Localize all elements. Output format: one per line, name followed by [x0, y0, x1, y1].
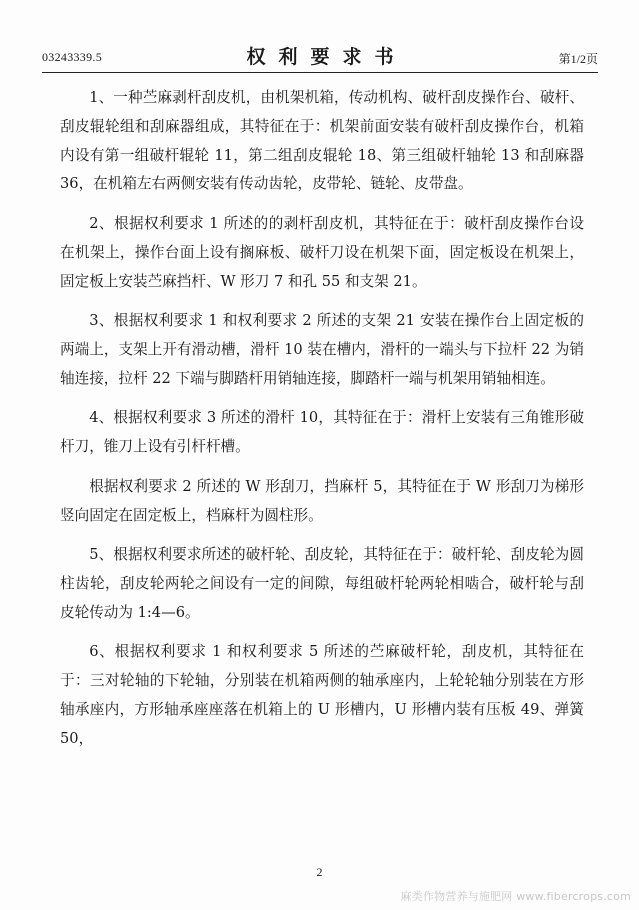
claim-1: 1、一种苎麻剥杆刮皮机，由机架机箱，传动机构、破杆刮皮操作台、破杆、刮皮辊轮组和刮麻器组成，其特征在于：机架前面安装有破杆刮皮操作台，机箱内设有第一组破杆辊轮 11，第二组刮皮辊轮 18、第三组破杆轴轮 13 和刮麻器 36，在机箱左右两侧安装有传动齿轮，皮带轮、链轮、皮带盘。 [60, 89, 584, 193]
watermark: 麻类作物营养与施肥网 www.fibercrops.com [400, 890, 631, 903]
claim-unnumbered: 根据权利要求 2 所述的 W 形刮刀，挡麻杆 5，其特征在于 W 形刮刀为梯形竖向固定在固定板上，档麻杆为圆柱形。 [60, 477, 584, 524]
application-number: 03243339.5 [42, 50, 102, 64]
claim-3: 3、根据权利要求 1 和权利要求 2 所述的支架 21 安装在操作台上固定板的两端上，支架上开有滑动槽，滑杆 10 装在槽内，滑杆的一端头与下拉杆 22 为销轴连接，拉杆 22 下端与脚踏杆用销轴连接，脚踏杆一端与机架用销轴相连。 [60, 312, 584, 387]
claim-6: 6、根据权利要求 1 和权利要求 5 所述的苎麻破杆轮，刮皮机，其特征在于：三对轮轴的下轮轴，分别装在机箱两侧的轴承座内，上轮轮轴分别装在方形轴承座内，方形轴承座座落在机箱上的 U 形槽内，U 形槽内装有压板 49、弹簧 50， [60, 643, 584, 747]
claim-2: 2、根据权利要求 1 所述的的剥杆刮皮机，其特征在于：破杆刮皮操作台设在机架上，操作台面上设有搁麻板、破杆刀设在机架下面，固定板设在机架上，固定板上安装苎麻挡杆、W 形刀 7 和孔 55 和支架 21。 [60, 214, 584, 290]
claim-4: 4、根据权利要求 3 所述的滑杆 10，其特征在于：滑杆上安装有三角锥形破杆刀，锥刀上设有引杆杆槽。 [60, 409, 584, 456]
page-number: 2 [316, 865, 323, 879]
page-header [42, 40, 598, 68]
claim-5: 5、根据权利要求所述的破杆轮、刮皮轮，其特征在于：破杆轮、刮皮轮为圆柱齿轮，刮皮轮两轮之间设有一定的间隙，每组破杆轮两轮相啮合，破杆轮与刮皮轮传动为 1:4—6。 [60, 546, 584, 621]
page-indicator: 第1/2页 [558, 52, 598, 66]
document-title: 权利要求书 [246, 46, 407, 68]
header-rule [42, 72, 598, 73]
claims-body [60, 84, 584, 764]
